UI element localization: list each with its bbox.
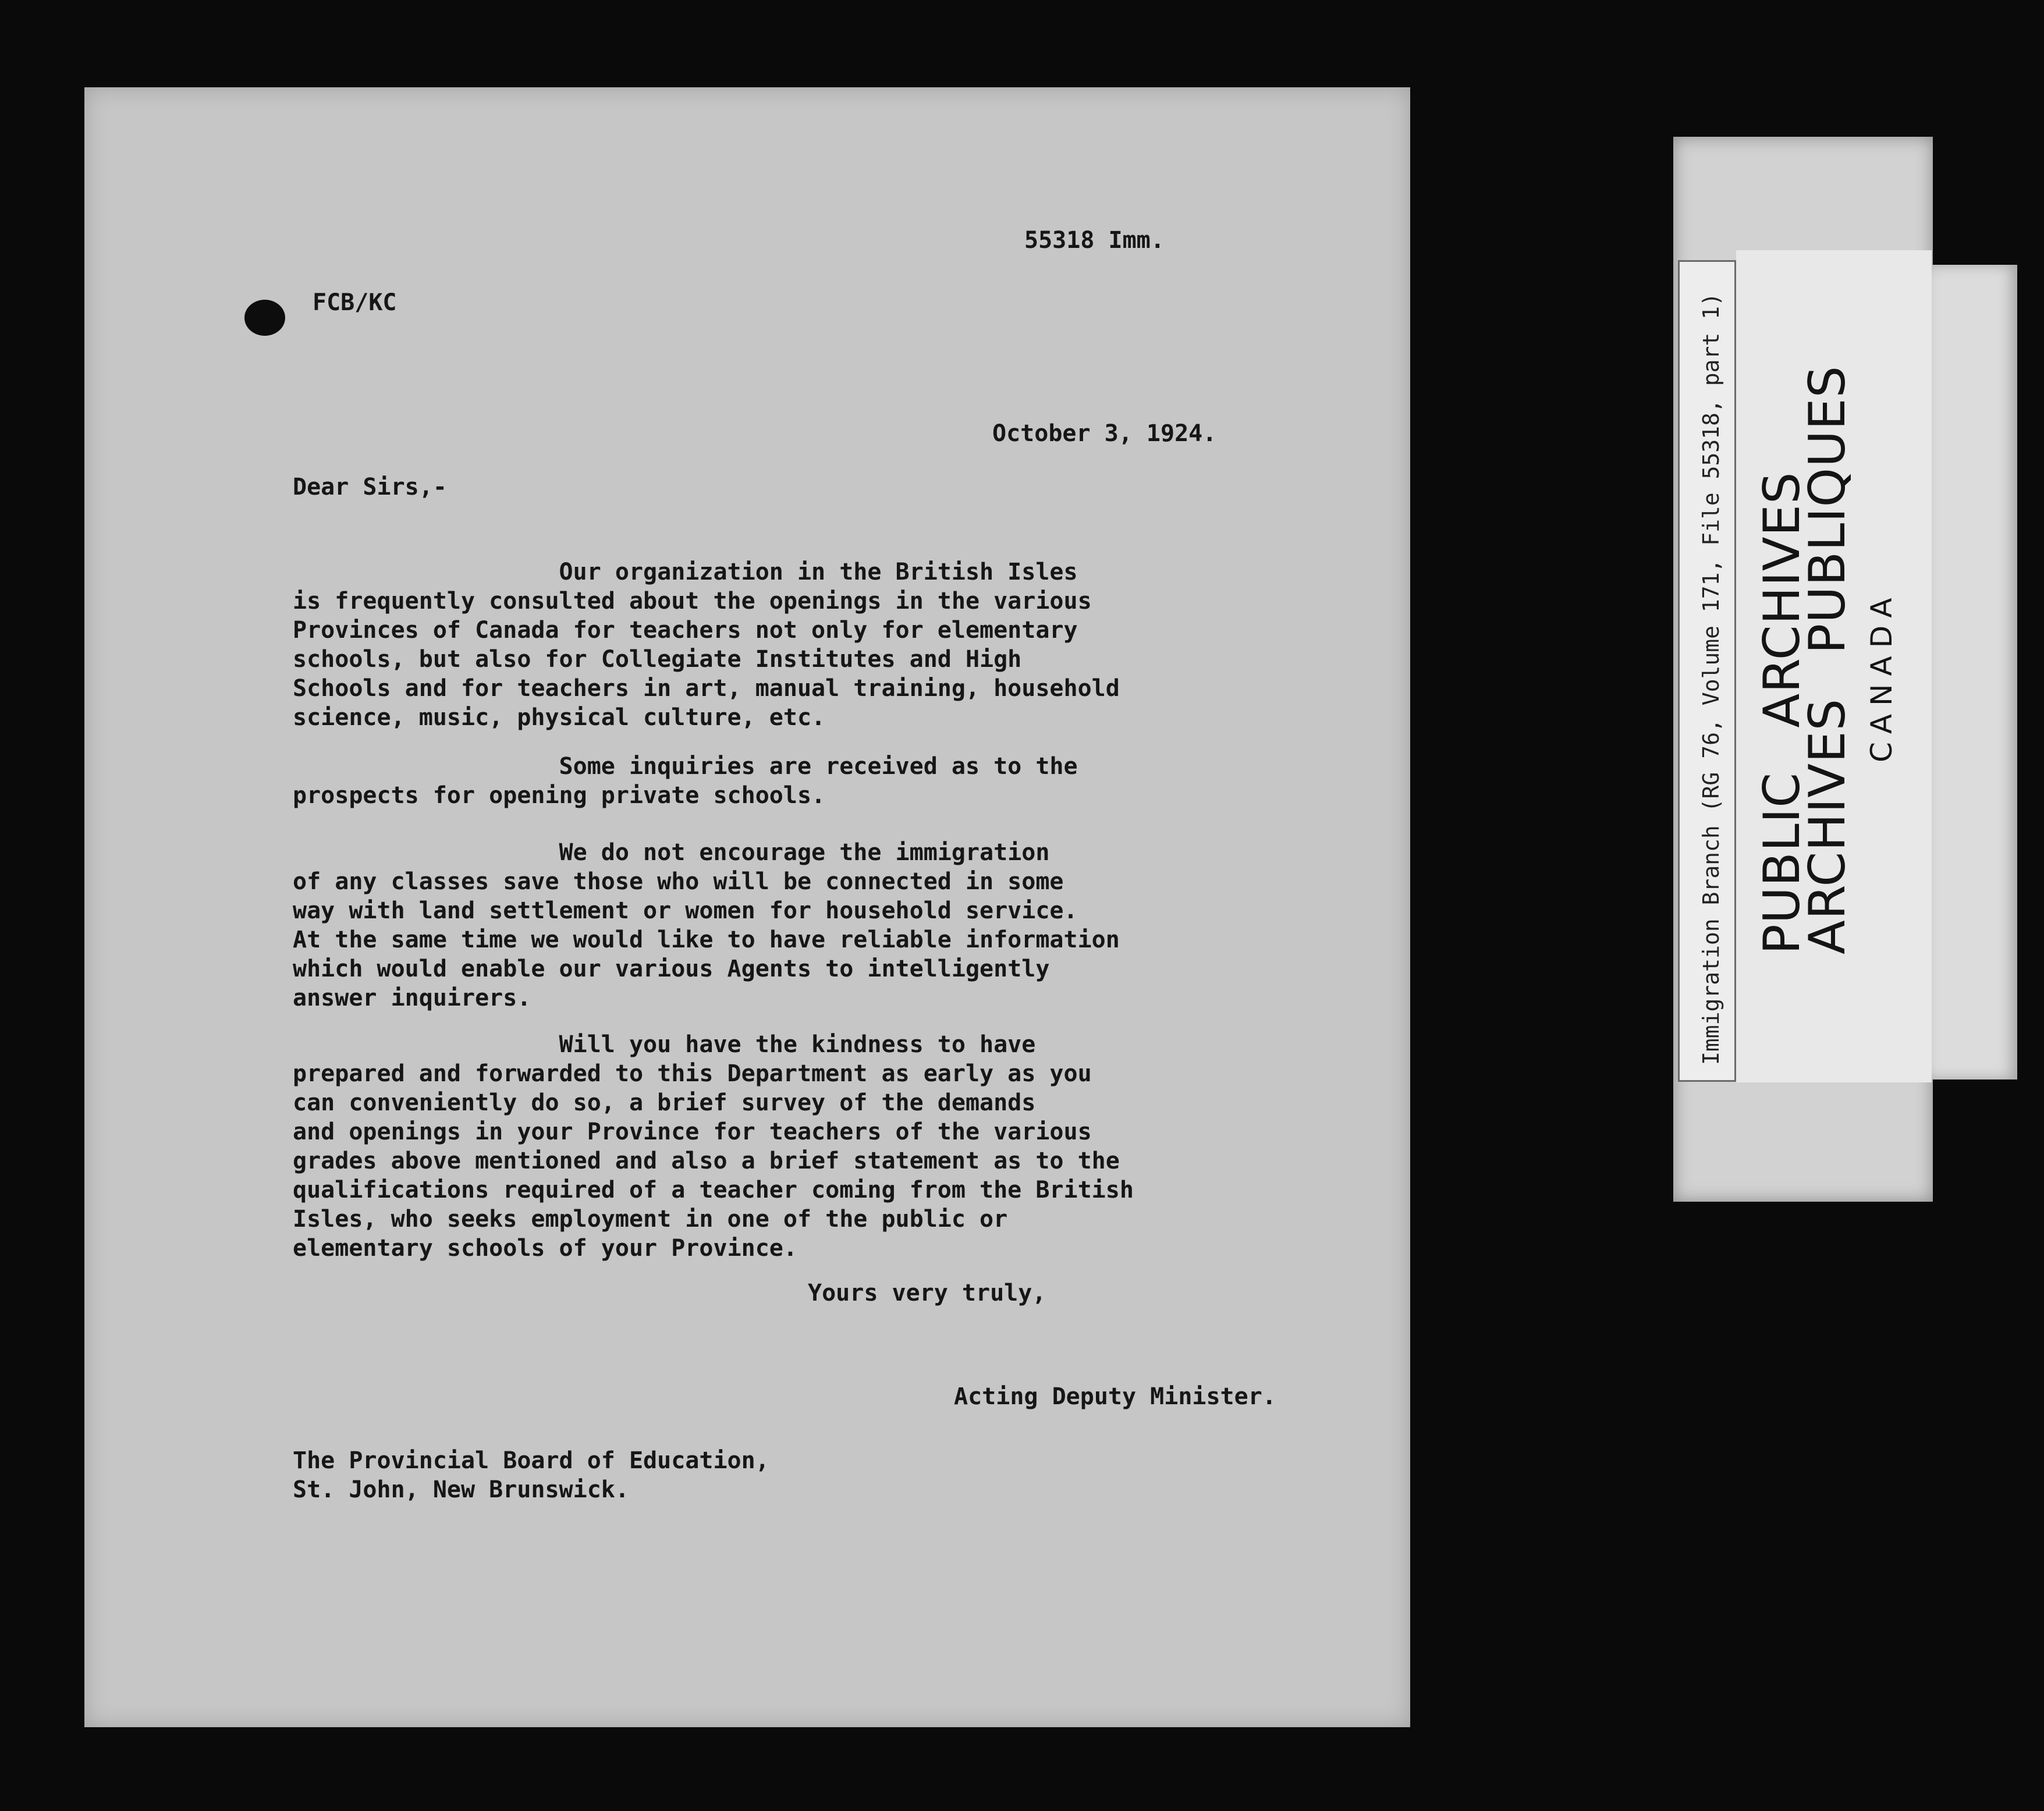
text-line: way with land settlement or women for household service. (293, 897, 1078, 924)
text-line: At the same time we would like to have reliable information (293, 926, 1120, 953)
text-line: of any classes save those who will be connected in some (293, 868, 1064, 895)
text-line: can conveniently do so, a brief survey of the demands (293, 1089, 1036, 1116)
archive-name-english: PUBLIC ARCHIVES (1753, 471, 1811, 954)
typist-initials: FCB/KC (313, 289, 397, 316)
paragraph-2 (293, 752, 1078, 810)
address-line: The Provincial Board of Education, (293, 1447, 769, 1474)
text-line: Provinces of Canada for teachers not only for elementary (293, 617, 1078, 644)
paragraph-4 (293, 1030, 1134, 1263)
text-line: Some inquiries are received as to the (293, 753, 1078, 780)
text-line: answer inquirers. (293, 985, 531, 1011)
address-line: St. John, New Brunswick. (293, 1476, 629, 1503)
text-line: prepared and forwarded to this Department as early as you (293, 1060, 1092, 1087)
signer-title: Acting Deputy Minister. (954, 1383, 1276, 1410)
text-line: science, music, physical culture, etc. (293, 704, 826, 731)
archive-name-french: ARCHIVES PUBLIQUES (1798, 365, 1857, 954)
file-note-text: Immigration Branch (RG 76, Volume 171, File 55318, part 1) (1698, 293, 1724, 1065)
text-line: Schools and for teachers in art, manual training, household (293, 675, 1120, 702)
text-line: prospects for opening private schools. (293, 782, 826, 809)
paragraph-3 (293, 838, 1120, 1013)
text-line: We do not encourage the immigration (293, 839, 1050, 866)
text-line: Our organization in the British Isles (293, 559, 1078, 585)
salutation: Dear Sirs,- (293, 474, 447, 500)
archive-label-edge (1931, 265, 2017, 1080)
text-line: Will you have the kindness to have (293, 1031, 1036, 1058)
text-line: is frequently consulted about the openings in the various (293, 588, 1092, 615)
letter-page (84, 87, 1410, 1727)
text-line: schools, but also for Collegiate Institutes and High (293, 646, 1022, 673)
closing: Yours very truly, (808, 1280, 1046, 1306)
punch-hole (244, 300, 285, 336)
letter-date: October 3, 1924. (992, 420, 1217, 447)
text-line: grades above mentioned and also a brief statement as to the (293, 1148, 1120, 1174)
text-line: and openings in your Province for teachers of the various (293, 1118, 1092, 1145)
recipient-address (293, 1446, 769, 1504)
country-name: CANADA (1865, 590, 1898, 762)
text-line: elementary schools of your Province. (293, 1235, 797, 1262)
text-line: Isles, who seeks employment in one of the public or (293, 1206, 1008, 1233)
file-reference: 55318 Imm. (1024, 227, 1165, 254)
paragraph-1 (293, 557, 1120, 732)
text-line: which would enable our various Agents to intelligently (293, 956, 1050, 982)
text-line: qualifications required of a teacher coming from the British (293, 1177, 1134, 1203)
